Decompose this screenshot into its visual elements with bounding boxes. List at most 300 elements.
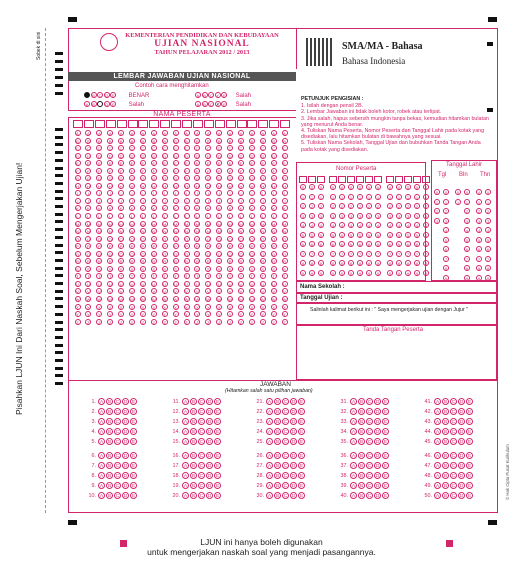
bubble[interactable]: B xyxy=(107,419,112,424)
bubble[interactable]: P xyxy=(76,244,79,250)
bubble[interactable]: W xyxy=(250,297,254,303)
bubble[interactable]: 7 xyxy=(331,251,335,257)
bubble[interactable]: X xyxy=(272,304,276,310)
bubble[interactable]: Y xyxy=(76,312,79,318)
bubble[interactable]: P xyxy=(185,244,188,250)
bubble[interactable]: Y xyxy=(217,312,221,318)
bubble[interactable]: A xyxy=(435,463,440,468)
bubble[interactable]: M xyxy=(261,221,265,227)
bubble[interactable]: B xyxy=(107,493,112,498)
bubble[interactable]: C xyxy=(199,399,204,404)
bubble[interactable]: 6 xyxy=(358,242,362,247)
bubble[interactable]: 7 xyxy=(340,251,344,257)
bubble[interactable]: 1 xyxy=(406,194,410,200)
bubble[interactable]: R xyxy=(283,259,287,265)
bubble[interactable]: N xyxy=(250,229,254,235)
bubble[interactable]: K xyxy=(119,206,123,212)
bubble[interactable]: Q xyxy=(272,251,276,257)
bubble[interactable]: C xyxy=(451,429,456,434)
bubble[interactable]: 6 xyxy=(310,242,314,247)
bubble[interactable]: A xyxy=(183,473,188,478)
bubble[interactable]: Y xyxy=(272,312,276,318)
bubble[interactable]: Q xyxy=(97,251,101,257)
bubble[interactable]: B xyxy=(275,399,280,404)
bubble[interactable]: E xyxy=(131,419,136,424)
bubble[interactable]: N xyxy=(272,229,276,235)
bubble[interactable]: L xyxy=(250,214,253,220)
bubble[interactable]: W xyxy=(206,297,211,303)
bubble[interactable]: W xyxy=(282,297,287,303)
bubble[interactable]: E xyxy=(467,439,472,444)
bubble[interactable]: S xyxy=(97,266,101,272)
bubble[interactable]: 8 xyxy=(358,261,362,266)
bubble[interactable]: E xyxy=(131,409,136,414)
bubble[interactable]: A xyxy=(183,429,188,434)
bubble[interactable]: E xyxy=(299,453,304,458)
bubble[interactable]: P xyxy=(261,244,265,250)
bubble[interactable]: B xyxy=(196,138,199,144)
bubble[interactable]: 2 xyxy=(310,204,314,209)
bubble[interactable]: A xyxy=(351,483,356,488)
nomor-digit-box[interactable] xyxy=(299,176,307,183)
bubble[interactable]: 0 xyxy=(477,190,481,195)
bubble[interactable]: R xyxy=(76,259,79,265)
bubble[interactable]: A xyxy=(351,473,356,478)
bubble[interactable]: C xyxy=(283,409,288,414)
bubble[interactable]: 4 xyxy=(331,223,335,228)
bubble[interactable]: N xyxy=(239,229,243,235)
bubble[interactable]: D xyxy=(207,439,212,444)
bubble[interactable]: 1 xyxy=(415,194,419,200)
bubble[interactable]: G xyxy=(195,176,199,182)
bubble[interactable]: 9 xyxy=(406,270,410,276)
bubble[interactable]: E xyxy=(383,473,388,478)
bubble[interactable]: R xyxy=(239,259,243,265)
bubble[interactable]: A xyxy=(272,131,276,136)
bubble[interactable]: M xyxy=(217,221,221,227)
bubble[interactable]: M xyxy=(86,221,91,227)
bubble[interactable]: B xyxy=(359,473,364,478)
bubble[interactable]: 2 xyxy=(465,209,469,214)
bubble[interactable]: I xyxy=(96,190,102,196)
bubble[interactable]: 9 xyxy=(349,270,353,276)
bubble[interactable]: L xyxy=(141,214,144,220)
bubble[interactable]: S xyxy=(206,266,210,272)
bubble[interactable]: 2 xyxy=(406,204,410,209)
bubble[interactable]: E xyxy=(467,429,472,434)
bubble[interactable]: W xyxy=(75,297,80,303)
nomor-digit-box[interactable] xyxy=(317,176,325,183)
bubble[interactable]: A xyxy=(435,483,440,488)
bubble[interactable]: O xyxy=(75,236,80,242)
bubble[interactable]: 3 xyxy=(376,213,380,219)
bubble[interactable]: G xyxy=(239,176,243,182)
bubble[interactable]: B xyxy=(191,483,196,488)
bubble[interactable]: C xyxy=(115,453,120,458)
bubble[interactable]: J xyxy=(163,198,166,204)
bubble[interactable]: I xyxy=(140,190,146,196)
bubble[interactable]: 6 xyxy=(465,247,469,252)
bubble[interactable]: Y xyxy=(141,312,145,318)
bubble[interactable]: E xyxy=(383,419,388,424)
bubble[interactable]: C xyxy=(451,493,456,498)
bubble[interactable]: C xyxy=(283,463,288,468)
bubble[interactable]: 2 xyxy=(444,209,448,214)
bubble[interactable]: 1 xyxy=(486,199,490,205)
bubble[interactable]: S xyxy=(261,266,265,272)
bubble[interactable]: D xyxy=(228,153,232,159)
bubble[interactable]: 6 xyxy=(331,242,335,247)
bubble[interactable]: 2 xyxy=(358,204,362,209)
bubble[interactable]: E xyxy=(131,493,136,498)
bubble[interactable]: 4 xyxy=(319,223,323,228)
bubble[interactable]: B xyxy=(163,138,167,144)
bubble[interactable]: Z xyxy=(98,319,101,325)
bubble[interactable]: W xyxy=(86,297,91,303)
bubble[interactable]: D xyxy=(291,493,296,498)
bubble[interactable]: 7 xyxy=(367,251,371,257)
bubble[interactable]: 7 xyxy=(349,251,353,257)
bubble[interactable]: I xyxy=(173,190,179,196)
bubble[interactable]: 1 xyxy=(358,194,362,200)
bubble[interactable]: P xyxy=(97,244,101,250)
bubble[interactable]: U xyxy=(250,281,254,287)
bubble[interactable]: Q xyxy=(86,251,90,257)
bubble[interactable]: 5 xyxy=(444,237,448,243)
bubble[interactable]: B xyxy=(217,138,221,144)
bubble[interactable]: E xyxy=(228,161,232,167)
bubble[interactable]: E xyxy=(215,419,220,424)
name-char-box[interactable] xyxy=(269,120,279,128)
bubble[interactable]: H xyxy=(272,183,276,189)
bubble[interactable]: D xyxy=(207,463,212,468)
bubble[interactable]: D xyxy=(291,483,296,488)
bubble[interactable]: A xyxy=(351,429,356,434)
bubble[interactable]: H xyxy=(86,183,90,189)
bubble[interactable]: C xyxy=(283,399,288,404)
bubble[interactable]: V xyxy=(196,289,199,295)
bubble[interactable]: E xyxy=(283,161,286,167)
bubble[interactable]: P xyxy=(119,244,123,250)
bubble[interactable]: D xyxy=(207,493,212,498)
bubble[interactable]: B xyxy=(275,439,280,444)
bubble[interactable]: B xyxy=(275,493,280,498)
bubble[interactable]: B xyxy=(191,463,196,468)
bubble[interactable]: 6 xyxy=(415,242,419,247)
bubble[interactable]: B xyxy=(359,429,364,434)
bubble[interactable]: X xyxy=(76,304,79,310)
bubble[interactable]: A xyxy=(119,131,123,136)
bubble[interactable]: O xyxy=(130,236,134,242)
bubble[interactable]: B xyxy=(443,399,448,404)
bubble[interactable]: 7 xyxy=(310,251,314,257)
bubble[interactable]: 2 xyxy=(424,204,428,209)
bubble[interactable]: U xyxy=(152,281,156,287)
bubble[interactable]: T xyxy=(130,274,134,280)
bubble[interactable]: P xyxy=(206,244,210,250)
bubble[interactable]: 5 xyxy=(388,232,392,238)
bubble[interactable]: A xyxy=(99,463,104,468)
bubble[interactable]: R xyxy=(130,259,134,265)
bubble[interactable]: Y xyxy=(119,312,123,318)
bubble[interactable]: 4 xyxy=(486,228,490,233)
name-char-box[interactable] xyxy=(73,120,83,128)
bubble[interactable]: C xyxy=(367,453,372,458)
bubble[interactable]: B xyxy=(443,463,448,468)
bubble[interactable]: N xyxy=(206,229,210,235)
bubble[interactable]: B xyxy=(191,419,196,424)
bubble[interactable]: H xyxy=(195,183,199,189)
bubble[interactable]: B xyxy=(191,493,196,498)
bubble[interactable]: N xyxy=(76,229,79,235)
bubble[interactable]: 5 xyxy=(319,232,323,238)
bubble[interactable]: T xyxy=(272,274,275,280)
bubble[interactable]: Q xyxy=(184,251,189,257)
bubble[interactable]: E xyxy=(108,161,112,167)
bubble[interactable]: B xyxy=(76,138,79,144)
bubble[interactable]: C xyxy=(97,146,101,152)
bubble[interactable]: O xyxy=(195,236,199,242)
nomor-digit-box[interactable] xyxy=(395,176,403,183)
bubble[interactable]: C xyxy=(261,146,265,152)
bubble[interactable]: D xyxy=(97,153,101,159)
bubble[interactable]: U xyxy=(86,281,90,287)
bubble[interactable]: N xyxy=(86,229,90,235)
bubble[interactable]: I xyxy=(107,190,113,196)
bubble[interactable]: Y xyxy=(261,312,265,318)
bubble[interactable]: E xyxy=(299,429,304,434)
bubble[interactable]: D xyxy=(123,483,128,488)
bubble[interactable]: V xyxy=(261,289,265,295)
bubble[interactable]: 8 xyxy=(406,261,410,266)
nomor-digit-box[interactable] xyxy=(338,176,346,183)
bubble[interactable]: C xyxy=(115,429,120,434)
bubble[interactable]: C xyxy=(283,419,288,424)
bubble[interactable]: K xyxy=(217,206,221,212)
bubble[interactable]: Q xyxy=(195,251,199,257)
bubble[interactable]: D xyxy=(375,453,380,458)
bubble[interactable]: P xyxy=(108,244,112,250)
bubble[interactable]: E xyxy=(206,161,210,167)
bubble[interactable]: Q xyxy=(75,251,80,257)
bubble[interactable]: E xyxy=(383,463,388,468)
bubble[interactable]: D xyxy=(261,153,265,159)
bubble[interactable]: B xyxy=(130,138,134,144)
bubble[interactable]: U xyxy=(119,281,123,287)
bubble[interactable]: R xyxy=(228,259,232,265)
bubble[interactable]: 8 xyxy=(349,261,353,266)
bubble[interactable]: 5 xyxy=(367,232,371,238)
bubble[interactable]: 3 xyxy=(415,213,419,219)
bubble[interactable]: B xyxy=(191,429,196,434)
bubble[interactable]: P xyxy=(174,244,177,250)
bubble[interactable]: W xyxy=(228,297,232,303)
bubble[interactable]: J xyxy=(152,198,155,204)
bubble[interactable]: M xyxy=(206,221,210,227)
bubble[interactable]: A xyxy=(435,429,440,434)
bubble[interactable]: D xyxy=(375,429,380,434)
bubble[interactable]: C xyxy=(163,146,167,152)
bubble[interactable]: F xyxy=(141,168,145,174)
bubble[interactable]: K xyxy=(76,206,79,212)
bubble[interactable]: C xyxy=(115,399,120,404)
bubble[interactable]: N xyxy=(119,229,123,235)
bubble[interactable]: E xyxy=(141,161,145,167)
bubble[interactable]: A xyxy=(99,483,104,488)
bubble[interactable]: V xyxy=(87,289,90,295)
bubble[interactable]: 6 xyxy=(424,242,428,247)
bubble[interactable]: R xyxy=(250,259,254,265)
bubble[interactable]: E xyxy=(250,161,254,167)
bubble[interactable]: D xyxy=(375,439,380,444)
bubble[interactable]: T xyxy=(163,274,166,280)
bubble[interactable]: 1 xyxy=(349,194,353,200)
bubble[interactable]: B xyxy=(443,419,448,424)
bubble[interactable]: I xyxy=(118,190,124,196)
bubble[interactable]: H xyxy=(152,183,156,189)
bubble[interactable]: I xyxy=(260,190,266,196)
bubble[interactable]: L xyxy=(283,214,286,220)
bubble[interactable]: Q xyxy=(119,251,123,257)
bubble[interactable]: 7 xyxy=(406,251,410,257)
bubble[interactable]: G xyxy=(272,176,276,182)
bubble[interactable]: U xyxy=(76,281,79,287)
bubble[interactable]: Q xyxy=(130,251,134,257)
bubble[interactable]: J xyxy=(76,198,79,204)
bubble[interactable]: Z xyxy=(119,319,123,325)
bubble[interactable]: A xyxy=(267,409,272,414)
bubble[interactable]: C xyxy=(195,146,199,152)
bubble[interactable]: E xyxy=(299,419,304,424)
bubble[interactable]: W xyxy=(151,297,156,303)
bubble[interactable]: L xyxy=(207,214,210,220)
bubble[interactable]: 0 xyxy=(310,185,314,190)
name-char-box[interactable] xyxy=(95,120,105,128)
bubble[interactable]: E xyxy=(131,463,136,468)
bubble[interactable]: E xyxy=(239,161,243,167)
bubble[interactable]: H xyxy=(239,183,243,189)
bubble[interactable]: P xyxy=(239,244,243,250)
bubble[interactable]: A xyxy=(163,131,167,136)
bubble[interactable]: J xyxy=(240,198,242,204)
bubble[interactable]: 8 xyxy=(477,266,481,271)
bubble[interactable]: S xyxy=(185,266,188,272)
bubble[interactable]: E xyxy=(215,493,220,498)
name-char-box[interactable] xyxy=(215,120,225,128)
bubble[interactable]: E xyxy=(383,439,388,444)
bubble[interactable]: U xyxy=(141,281,145,287)
bubble[interactable]: X xyxy=(185,304,188,310)
bubble[interactable]: A xyxy=(435,419,440,424)
bubble[interactable]: 2 xyxy=(486,209,490,214)
bubble[interactable]: E xyxy=(299,473,304,478)
bubble[interactable]: M xyxy=(250,221,254,227)
bubble[interactable]: S xyxy=(228,266,232,272)
bubble[interactable]: B xyxy=(107,399,112,404)
bubble[interactable]: L xyxy=(196,214,199,220)
bubble[interactable]: D xyxy=(123,473,128,478)
bubble[interactable]: B xyxy=(443,473,448,478)
bubble[interactable]: 9 xyxy=(310,270,314,276)
bubble[interactable]: O xyxy=(228,236,232,242)
bubble[interactable]: U xyxy=(185,281,188,287)
bubble[interactable]: T xyxy=(261,274,265,280)
bubble[interactable]: C xyxy=(199,419,204,424)
bubble[interactable]: 4 xyxy=(301,223,305,228)
bubble[interactable]: 6 xyxy=(367,242,371,247)
bubble[interactable]: Q xyxy=(206,251,210,257)
bubble[interactable]: 2 xyxy=(340,204,344,209)
bubble[interactable]: A xyxy=(435,409,440,414)
bubble[interactable]: X xyxy=(108,304,112,310)
bubble[interactable]: D xyxy=(375,483,380,488)
bubble[interactable]: L xyxy=(272,214,275,220)
bubble[interactable]: A xyxy=(351,453,356,458)
bubble[interactable]: M xyxy=(184,221,189,227)
bubble[interactable]: T xyxy=(119,274,123,280)
name-char-box[interactable] xyxy=(237,120,247,128)
bubble[interactable]: X xyxy=(163,304,167,310)
bubble[interactable]: B xyxy=(283,138,286,144)
bubble[interactable]: J xyxy=(141,198,144,204)
bubble[interactable]: A xyxy=(435,439,440,444)
bubble[interactable]: 9 xyxy=(319,270,323,276)
bubble[interactable]: Z xyxy=(283,319,286,325)
bubble[interactable]: R xyxy=(174,259,178,265)
bubble[interactable]: Z xyxy=(239,319,243,325)
bubble[interactable]: C xyxy=(199,429,204,434)
bubble[interactable]: C xyxy=(217,146,221,152)
bubble[interactable]: X xyxy=(228,304,232,310)
bubble[interactable]: S xyxy=(108,266,112,272)
bubble[interactable]: I xyxy=(184,190,190,196)
bubble[interactable]: 3 xyxy=(477,218,481,224)
bubble[interactable]: D xyxy=(123,409,128,414)
bubble[interactable]: 1 xyxy=(465,199,469,205)
bubble[interactable]: E xyxy=(467,473,472,478)
bubble[interactable]: X xyxy=(141,304,145,310)
bubble[interactable]: C xyxy=(86,146,90,152)
bubble[interactable]: H xyxy=(130,183,134,189)
bubble[interactable]: 5 xyxy=(358,232,362,238)
bubble[interactable]: A xyxy=(435,399,440,404)
bubble[interactable]: 7 xyxy=(486,256,490,262)
bubble[interactable]: D xyxy=(108,153,112,159)
bubble[interactable]: 8 xyxy=(319,261,323,266)
bubble[interactable]: C xyxy=(283,146,287,152)
bubble[interactable]: E xyxy=(119,161,123,167)
bubble[interactable]: D xyxy=(291,429,296,434)
bubble[interactable]: 0 xyxy=(415,185,419,190)
bubble[interactable]: 8 xyxy=(444,266,448,271)
bubble[interactable]: E xyxy=(215,439,220,444)
bubble[interactable]: K xyxy=(174,206,177,212)
bubble[interactable]: V xyxy=(185,289,188,295)
bubble[interactable]: D xyxy=(123,419,128,424)
bubble[interactable]: 5 xyxy=(376,232,380,238)
bubble[interactable]: W xyxy=(162,297,167,303)
bubble[interactable]: C xyxy=(115,463,120,468)
bubble[interactable]: H xyxy=(163,183,167,189)
bubble[interactable]: P xyxy=(250,244,254,250)
bubble[interactable]: N xyxy=(97,229,101,235)
bubble[interactable]: 2 xyxy=(349,204,353,209)
bubble[interactable]: B xyxy=(191,473,196,478)
bubble[interactable]: N xyxy=(163,229,167,235)
bubble[interactable]: T xyxy=(185,274,188,280)
bubble[interactable]: A xyxy=(183,419,188,424)
bubble[interactable]: G xyxy=(108,176,112,182)
